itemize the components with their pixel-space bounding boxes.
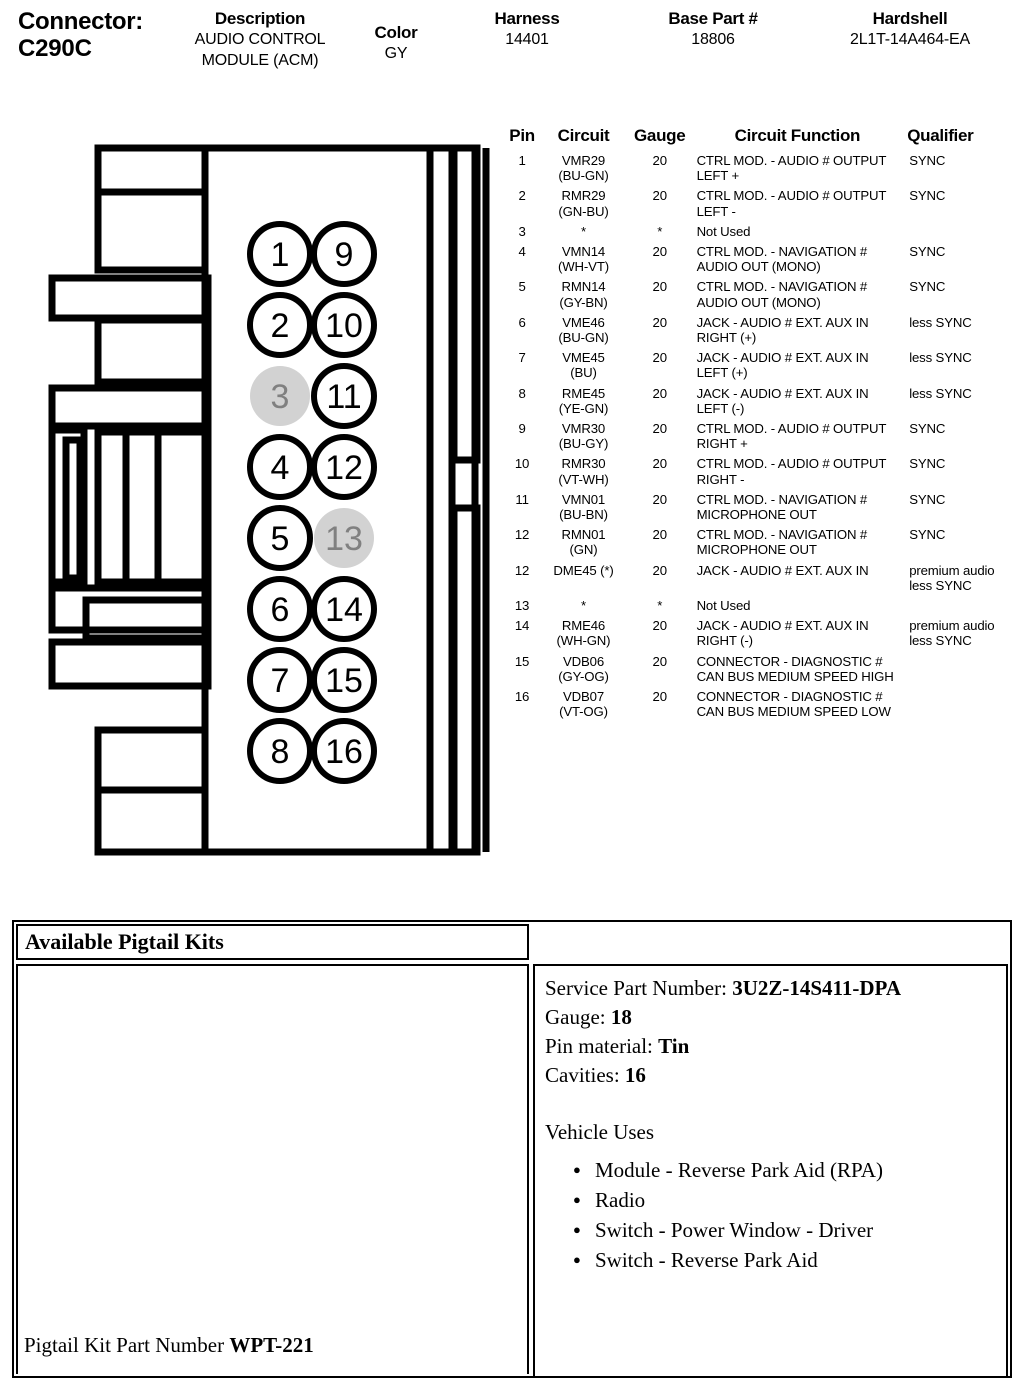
vehicle-uses-title: Vehicle Uses — [545, 1120, 655, 1144]
pin-number-label-14: 14 — [325, 591, 363, 629]
cell-gauge-10: 20 — [652, 491, 667, 507]
color-value: GY — [384, 45, 408, 62]
pin-material-row — [545, 1032, 996, 1061]
cell-pin-2: 3 — [518, 223, 526, 239]
vehicle-uses-list — [545, 1155, 996, 1275]
cell-circuit-3: VMN14 (WH-VT) — [558, 244, 609, 275]
pin-number-label-16: 16 — [325, 733, 363, 771]
cell-function-5: JACK - AUDIO # EXT. AUX IN RIGHT (+) — [696, 314, 869, 346]
cell-gauge-1: 20 — [652, 188, 667, 204]
pin-number-label-15: 15 — [325, 662, 363, 700]
vehicle-use-item: ● Switch - Reverse Park Aid — [595, 1245, 996, 1275]
table-row — [505, 244, 1017, 279]
cell-qualifier-15 — [903, 654, 1017, 689]
service-part-number-label: Service Part Number: — [545, 976, 733, 1000]
table-row — [505, 224, 1017, 244]
cell-gauge-15: 20 — [652, 653, 667, 669]
description-value-line1: AUDIO CONTROL — [194, 31, 326, 48]
cell-pin-8: 9 — [518, 421, 526, 437]
cell-circuit-5: VME46 (BU-GN) — [558, 314, 609, 346]
cell-gauge-12: 20 — [652, 562, 667, 578]
cell-qualifier-3: SYNC — [909, 244, 946, 260]
table-row — [505, 527, 1017, 562]
connector-pinout-diagram — [40, 130, 490, 870]
table-row — [505, 350, 1017, 385]
pin-material-label: Pin material: — [545, 1034, 659, 1058]
cavities-row — [545, 1061, 996, 1090]
cell-circuit-10: VMN01 (BU-BN) — [559, 491, 608, 523]
pigtail-kit-part-number-value: WPT-221 — [229, 1333, 314, 1357]
column-header-gauge: Gauge — [634, 126, 686, 145]
cavities-label: Cavities: — [545, 1063, 625, 1087]
cell-function-9: CTRL MOD. - AUDIO # OUTPUT RIGHT - — [696, 456, 887, 487]
column-header-circuit: Circuit — [557, 126, 610, 145]
table-row — [505, 315, 1017, 350]
cell-circuit-0: VMR29 (BU-GN) — [558, 153, 609, 184]
harness-block — [452, 8, 602, 50]
table-row — [505, 654, 1017, 689]
cell-gauge-8: 20 — [652, 421, 667, 437]
column-header-qualifier: Qualifier — [907, 126, 974, 145]
cell-qualifier-7: less SYNC — [909, 385, 972, 401]
cell-function-2: Not Used — [696, 223, 751, 239]
hardshell-block — [810, 8, 1010, 50]
cell-function-0: CTRL MOD. - AUDIO # OUTPUT LEFT + — [696, 153, 887, 184]
cell-circuit-2: * — [581, 223, 586, 239]
pin-number-label-11: 11 — [326, 378, 362, 416]
connector-id-block — [18, 8, 143, 62]
cell-function-1: CTRL MOD. - AUDIO # OUTPUT LEFT - — [696, 188, 887, 219]
pin-number-label-1: 1 — [270, 236, 290, 274]
vehicle-use-item: ● Radio — [595, 1185, 996, 1215]
cell-pin-14: 14 — [514, 618, 530, 634]
table-row — [505, 421, 1017, 456]
hardshell-label: Hardshell — [872, 9, 948, 28]
color-label: Color — [374, 23, 418, 42]
table-header-row — [505, 126, 1017, 153]
gauge-label: Gauge: — [545, 1005, 611, 1029]
cell-function-7: JACK - AUDIO # EXT. AUX IN LEFT (-) — [696, 385, 869, 416]
cell-pin-5: 6 — [518, 314, 526, 330]
cell-qualifier-0: SYNC — [909, 153, 946, 168]
cell-function-6: JACK - AUDIO # EXT. AUX IN LEFT (+) — [696, 350, 869, 381]
cell-function-3: CTRL MOD. - NAVIGATION # AUDIO OUT (MONO) — [696, 244, 868, 275]
cell-pin-1: 2 — [518, 188, 526, 204]
pigtail-kit-part-number — [24, 1333, 314, 1358]
cell-gauge-3: 20 — [652, 244, 667, 260]
pin-number-label-7: 7 — [270, 662, 290, 700]
cell-pin-11: 12 — [514, 527, 530, 543]
cell-gauge-2: * — [657, 223, 663, 239]
cell-qualifier-11: SYNC — [909, 527, 946, 543]
description-value-line2: MODULE (ACM) — [201, 52, 319, 69]
pin-material-value: Tin — [658, 1034, 690, 1058]
table-row — [505, 153, 1017, 188]
cell-circuit-8: VMR30 (BU-GY) — [558, 421, 609, 452]
cell-circuit-12: DME45 (*) — [553, 562, 614, 578]
cell-pin-4: 5 — [518, 279, 526, 295]
cell-function-14: JACK - AUDIO # EXT. AUX IN RIGHT (-) — [696, 618, 869, 649]
column-header-pin: Pin — [509, 126, 535, 145]
cell-function-15: CONNECTOR - DIAGNOSTIC # CAN BUS MEDIUM SPEED HIGH — [696, 653, 894, 684]
pin-number-label-8: 8 — [270, 733, 290, 771]
cell-qualifier-13 — [903, 598, 1017, 618]
pigtail-kits-body — [16, 964, 529, 1374]
cell-pin-16: 16 — [514, 689, 530, 705]
cell-function-10: CTRL MOD. - NAVIGATION # MICROPHONE OUT — [696, 491, 868, 523]
cell-gauge-16: 20 — [652, 689, 667, 705]
cell-qualifier-14: premium audio less SYNC — [909, 618, 995, 649]
cell-qualifier-6: less SYNC — [909, 350, 972, 366]
cell-pin-10: 11 — [515, 491, 529, 507]
cell-gauge-14: 20 — [652, 618, 667, 634]
cell-function-8: CTRL MOD. - AUDIO # OUTPUT RIGHT + — [696, 421, 887, 452]
pigtail-kits-panel — [16, 924, 529, 1374]
pin-number-label-3: 3 — [270, 378, 290, 416]
cell-qualifier-5: less SYNC — [909, 314, 972, 330]
cell-pin-7: 8 — [518, 385, 526, 401]
pin-assignment-table — [505, 126, 1017, 725]
pin-number-label-10: 10 — [325, 307, 363, 345]
cell-pin-12: 12 — [514, 562, 530, 578]
harness-label: Harness — [494, 9, 560, 28]
cell-circuit-11: RMN01 (GN) — [561, 527, 606, 558]
cell-circuit-1: RMR29 (GN-BU) — [558, 188, 609, 219]
document-header — [0, 0, 1024, 95]
pin-number-label-4: 4 — [270, 449, 290, 487]
cell-gauge-13: * — [657, 598, 663, 614]
vehicle-use-item: ● Switch - Power Window - Driver — [595, 1215, 996, 1245]
base-part-label: Base Part # — [668, 9, 758, 28]
table-row — [505, 563, 1017, 598]
cell-function-4: CTRL MOD. - NAVIGATION # AUDIO OUT (MONO) — [696, 279, 868, 310]
pigtail-kits-title: Available Pigtail Kits — [16, 924, 529, 960]
cell-circuit-6: VME45 (BU) — [562, 350, 605, 381]
description-label: Description — [214, 9, 306, 28]
cell-qualifier-1: SYNC — [909, 188, 946, 204]
pin-number-label-6: 6 — [270, 591, 290, 629]
cell-gauge-5: 20 — [652, 314, 667, 330]
cell-function-13: Not Used — [696, 598, 751, 614]
service-part-panel — [533, 964, 1008, 1376]
cell-circuit-9: RMR30 (VT-WH) — [558, 456, 609, 487]
cell-pin-9: 10 — [514, 456, 530, 472]
cell-function-11: CTRL MOD. - NAVIGATION # MICROPHONE OUT — [696, 527, 868, 558]
pin-number-label-12: 12 — [325, 449, 363, 487]
cell-pin-0: 1 — [518, 153, 526, 168]
cell-circuit-7: RME45 (YE-GN) — [558, 385, 609, 416]
gauge-row — [545, 1003, 996, 1032]
pigtail-section — [12, 920, 1012, 1380]
service-part-number-value: 3U2Z-14S411-DPA — [732, 976, 901, 1000]
cell-circuit-16: VDB07 (VT-OG) — [559, 689, 608, 720]
hardshell-value: 2L1T-14A464-EA — [850, 31, 970, 48]
column-header-function: Circuit Function — [734, 126, 861, 145]
service-part-number-row — [545, 974, 996, 1003]
cell-gauge-4: 20 — [652, 279, 667, 295]
cell-qualifier-12: premium audio less SYNC — [909, 562, 995, 593]
gauge-value: 18 — [610, 1005, 632, 1029]
connector-label: Connector: — [18, 8, 143, 35]
cell-pin-3: 4 — [518, 244, 526, 260]
cell-gauge-0: 20 — [652, 153, 667, 168]
pin-number-label-13: 13 — [325, 520, 363, 558]
table-row — [505, 689, 1017, 724]
cavities-value: 16 — [624, 1063, 646, 1087]
description-block — [160, 8, 360, 71]
vehicle-use-item: ● Module - Reverse Park Aid (RPA) — [595, 1155, 996, 1185]
table-row — [505, 188, 1017, 223]
harness-value: 14401 — [505, 31, 549, 48]
table-row — [505, 492, 1017, 527]
cell-pin-15: 15 — [514, 653, 530, 669]
pigtail-kit-part-number-label: Pigtail Kit Part Number — [24, 1333, 230, 1357]
base-part-value: 18806 — [691, 31, 735, 48]
cell-qualifier-2 — [903, 224, 1017, 244]
cell-circuit-4: RMN14 (GY-BN) — [559, 279, 608, 310]
cell-gauge-11: 20 — [652, 527, 667, 543]
color-block — [358, 22, 434, 64]
cell-gauge-9: 20 — [652, 456, 667, 472]
cell-qualifier-10: SYNC — [909, 491, 946, 507]
table-row — [505, 456, 1017, 491]
table-row — [505, 279, 1017, 314]
cell-qualifier-9: SYNC — [909, 456, 946, 472]
cell-qualifier-8: SYNC — [909, 421, 946, 437]
cell-pin-6: 7 — [518, 350, 526, 366]
cell-circuit-15: VDB06 (GY-OG) — [558, 653, 609, 684]
cell-circuit-14: RME46 (WH-GN) — [556, 618, 611, 649]
table-row — [505, 386, 1017, 421]
table-row — [505, 618, 1017, 653]
cell-function-16: CONNECTOR - DIAGNOSTIC # CAN BUS MEDIUM SPEED LOW — [696, 689, 891, 720]
pin-number-label-9: 9 — [334, 236, 354, 274]
cell-gauge-6: 20 — [652, 350, 667, 366]
cell-qualifier-16 — [903, 689, 1017, 724]
pin-number-label-2: 2 — [270, 307, 290, 345]
cell-qualifier-4: SYNC — [909, 279, 946, 295]
pin-number-label-5: 5 — [270, 520, 290, 558]
table-row — [505, 598, 1017, 618]
connector-value: C290C — [18, 35, 92, 62]
cell-gauge-7: 20 — [652, 385, 667, 401]
base-part-block — [628, 8, 798, 50]
cell-function-12: JACK - AUDIO # EXT. AUX IN — [696, 562, 869, 578]
cell-circuit-13: * — [581, 598, 586, 614]
cell-pin-13: 13 — [514, 598, 530, 614]
